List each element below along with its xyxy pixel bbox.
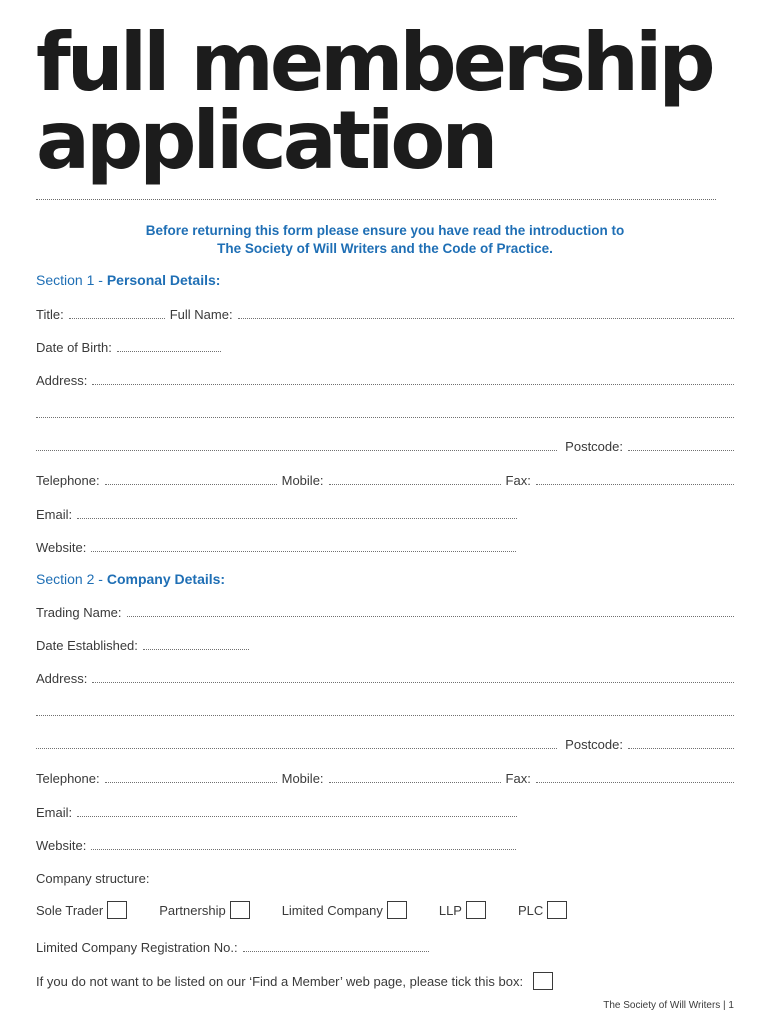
option-partnership: [159, 901, 249, 919]
company-structure-options: [36, 899, 599, 921]
address-row-2: [36, 403, 734, 421]
section-2-name: Company Details:: [106, 571, 226, 587]
find-member-checkbox[interactable]: [533, 972, 553, 990]
email-row: [36, 504, 734, 522]
company-email-row: [36, 802, 734, 820]
fax-field[interactable]: [536, 484, 734, 485]
title-fullname-row: [36, 304, 734, 322]
company-telephone-field[interactable]: [105, 782, 277, 783]
company-structure-row: [36, 868, 734, 886]
website-row: [36, 537, 734, 555]
company-address-field-line-3[interactable]: [36, 748, 557, 749]
trading-name-row: [36, 602, 734, 620]
dob-row: [36, 337, 734, 355]
option-llp: [439, 901, 486, 919]
company-telephone-label: Telephone:: [36, 771, 100, 786]
company-fax-field[interactable]: [536, 782, 734, 783]
notice-text: [36, 222, 734, 258]
registration-field[interactable]: [243, 951, 429, 952]
date-established-label: Date Established:: [36, 638, 138, 653]
section-2-heading: [36, 571, 225, 587]
option-partnership-label: Partnership: [159, 902, 226, 918]
sole-trader-checkbox[interactable]: [107, 901, 127, 919]
title-divider: [36, 199, 716, 200]
trading-name-label: Trading Name:: [36, 605, 122, 620]
company-fax-label: Fax:: [505, 771, 531, 786]
option-sole-trader-label: Sole Trader: [36, 902, 104, 918]
option-limited-company-label: Limited Company: [281, 902, 383, 918]
notice-line-1: Before returning this form please ensure you have read the introduction to: [145, 223, 625, 238]
company-address-row-2: [36, 701, 734, 719]
page-footer: The Society of Will Writers | 1: [603, 1000, 734, 1011]
title-label: Title:: [36, 307, 64, 322]
option-sole-trader: [36, 901, 127, 919]
option-limited-company: [282, 901, 407, 919]
llp-checkbox[interactable]: [466, 901, 486, 919]
dob-label: Date of Birth:: [36, 340, 112, 355]
postcode-label: Postcode:: [565, 439, 623, 454]
address-row-1: [36, 370, 734, 388]
option-plc: [518, 901, 567, 919]
website-label: Website:: [36, 540, 87, 555]
full-name-label: Full Name:: [169, 307, 233, 322]
limited-company-checkbox[interactable]: [387, 901, 407, 919]
website-field[interactable]: [91, 551, 516, 552]
trading-name-field[interactable]: [127, 616, 735, 617]
section-1-prefix: Section 1 -: [36, 272, 107, 288]
fax-label: Fax:: [505, 473, 531, 488]
email-label: Email:: [36, 507, 73, 522]
registration-row: [36, 937, 734, 955]
notice-line-2: The Society of Will Writers and the Code of Practice.: [217, 241, 553, 256]
date-established-row: [36, 635, 734, 653]
section-2-prefix: Section 2 -: [36, 571, 107, 587]
telephone-label: Telephone:: [36, 473, 100, 488]
telephone-field[interactable]: [105, 484, 277, 485]
section-1-heading: [36, 272, 220, 288]
plc-checkbox[interactable]: [547, 901, 567, 919]
company-website-field[interactable]: [91, 849, 516, 850]
option-plc-label: PLC: [517, 902, 544, 918]
page-title-line-2: application: [36, 94, 495, 187]
registration-label: Limited Company Registration No.:: [36, 940, 238, 955]
option-llp-label: LLP: [438, 902, 462, 918]
address-label: Address:: [36, 373, 88, 388]
date-established-field[interactable]: [143, 649, 249, 650]
company-mobile-label: Mobile:: [281, 771, 324, 786]
company-structure-label: Company structure:: [36, 871, 150, 886]
mobile-label: Mobile:: [281, 473, 324, 488]
company-address-postcode-row: [36, 734, 734, 752]
address-field-line-1[interactable]: [92, 384, 734, 385]
address-postcode-row: [36, 436, 734, 454]
partnership-checkbox[interactable]: [230, 901, 250, 919]
company-phone-row: [36, 768, 734, 786]
address-field-line-2[interactable]: [36, 417, 734, 418]
find-member-row: [36, 970, 734, 992]
find-member-label: If you do not want to be listed on our ‘Find a Member’ web page, please tick this box:: [36, 973, 524, 989]
page-title: [36, 16, 712, 187]
company-address-row-1: [36, 668, 734, 686]
mobile-field[interactable]: [329, 484, 501, 485]
section-1-name: Personal Details:: [106, 272, 221, 288]
company-address-field-line-1[interactable]: [92, 682, 734, 683]
title-field[interactable]: [69, 318, 165, 319]
company-mobile-field[interactable]: [329, 782, 501, 783]
company-website-row: [36, 835, 734, 853]
company-postcode-field[interactable]: [628, 748, 734, 749]
postcode-field[interactable]: [628, 450, 734, 451]
company-email-field[interactable]: [77, 816, 517, 817]
company-address-field-line-2[interactable]: [36, 715, 734, 716]
company-email-label: Email:: [36, 805, 73, 820]
company-postcode-label: Postcode:: [565, 737, 623, 752]
page-title-line-1: full membership: [36, 16, 712, 109]
full-name-field[interactable]: [238, 318, 734, 319]
address-field-line-3[interactable]: [36, 450, 557, 451]
company-address-label: Address:: [36, 671, 88, 686]
dob-field[interactable]: [117, 351, 221, 352]
email-field[interactable]: [77, 518, 517, 519]
phone-row: [36, 470, 734, 488]
company-website-label: Website:: [36, 838, 87, 853]
